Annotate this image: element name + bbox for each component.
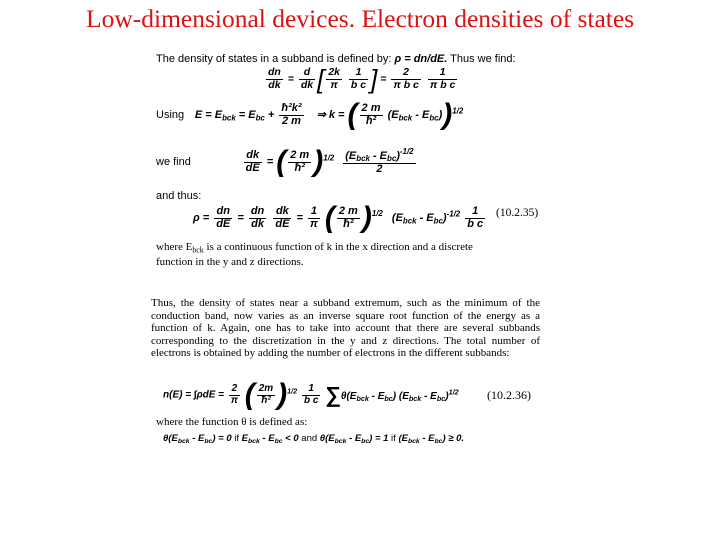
eq1-dk2: dk xyxy=(300,78,314,91)
eq1-pibc2: π b c xyxy=(429,78,456,91)
intro-line xyxy=(156,53,516,65)
eq1-one: 1 xyxy=(349,67,368,79)
wefind-equation: $\frac{dk}{dE}$ = ( $\frac{2 m}{\text{ħ²}}$ )$^{1/2}$ $\frac{(E_{bck} - E_{bc})^{-1/2}}{2}$ xyxy=(245,145,414,178)
eq1-one2: 1 xyxy=(428,67,458,79)
using-hk2: ħ²k² xyxy=(281,101,302,114)
andthus-label: and thus: xyxy=(156,190,202,202)
wefind-label: we find xyxy=(156,156,191,168)
where-ebck-line1: where $E_{bck}$ is a continuous function of k in the x direction and a discrete xyxy=(156,241,473,255)
eq1-pi: π xyxy=(330,78,338,91)
using-label: Using xyxy=(156,109,185,121)
paragraph-density-of-states: Thus, the density of states near a subband extremum, such as the minimum of the conduction band, now varies as an inverse square root function of the energy as a function of k. Again, one has to take into account that there are several subbands corresponding to the discretization in the y and z directions. The total number of electrons is obtained by adding the number of electrons in the different subbands: xyxy=(151,297,540,359)
intro-tail: Thus we find: xyxy=(450,53,516,65)
wefind-den: 2 xyxy=(376,163,383,176)
summation-symbol: ∑ xyxy=(325,382,341,407)
equation-dn-dk: $\frac{dn}{dk}$ = $\frac{d}{dk}$ [ $\frac{2k}{\pi}$ $\frac{1}{\text{b c}}$ ] = $\frac{2}{\text{π b c}}$ $\frac{1}{\text{π b c}}$ xyxy=(268,64,456,94)
eq1-equals2: = xyxy=(380,72,387,85)
wefind-dk: dk xyxy=(244,150,262,163)
where-theta-line: where the function θ is defined as: xyxy=(156,416,308,428)
eq1-2k: 2k xyxy=(328,66,340,79)
eq1-pibc: π b c xyxy=(393,78,419,91)
using-line xyxy=(156,100,463,130)
using-2m: 2 m xyxy=(281,114,301,127)
wefind-line xyxy=(156,147,418,177)
rho-dE: dE xyxy=(216,217,231,230)
eq1-bc: b c xyxy=(350,78,367,91)
using-energy: $E = E_{bck} = E_{bc}$ + $\frac{\text{ħ²k²}}{2 m}$ ⇒ k = ( $\frac{2 m}{\text{ħ²}}$ $(E_{bck} - E_{bc}))^{1/2}$ xyxy=(194,98,464,131)
wefind-2m: 2 m xyxy=(290,148,310,161)
using-2m-b: 2 m xyxy=(361,101,381,114)
intro-text: The density of states in a subband is defined by: xyxy=(156,53,392,65)
equation-10-2-35: ρ = $\frac{dn}{dE}$ = $\frac{dn}{dk}$ $\frac{dk}{dE}$ = $\frac{1}{\pi}$ ( $\frac{2 m}{\text{ħ²}}$ )$^{1/2}$ $(E_{bck} - E_{bc})^{-1/2}$ $\frac{1}{\text{b c}}$ xyxy=(193,201,484,234)
eq1-equals: = xyxy=(287,72,294,85)
equation-number-10-2-36: (10.2.36) xyxy=(487,388,531,402)
eq1-two: 2 xyxy=(391,67,421,79)
using-arrow: ⇒ k = xyxy=(316,108,345,121)
eq1-dn: dn xyxy=(268,66,281,79)
wefind-hbar2: ħ² xyxy=(294,161,305,174)
using-hbar2: ħ² xyxy=(365,114,377,127)
using-exp: 1/2 xyxy=(452,106,464,116)
equation-number-10-2-35: (10.2.35) xyxy=(496,207,539,219)
eq1-dk: dk xyxy=(268,78,281,91)
rho-dn: dn xyxy=(214,206,232,219)
eq1-d: d xyxy=(299,67,315,79)
equation-10-2-36: n(E) = ∫ρdE = $\frac{2}{\pi}$ ( $\frac{2m}{\text{ħ²}}$ )$^{1/2}$ $\frac{1}{\text{b c}}$ $\sum\theta(E_{bck} - E_{bc})$ $(E_{bck} - E_{bc})^{1/2}$ xyxy=(163,378,459,411)
where-ebck-line2: function in the y and z directions. xyxy=(156,256,304,268)
wefind-exp: 1/2 xyxy=(323,153,335,163)
theta-definition: $\theta(E_{bck} - E_{bc}) = 0$ if $E_{bck} - E_{bc} < 0$ and $\theta(E_{bck} - E_{bc}) = 1$ if $(E_{bck} - E_{bc}) \ge 0$. xyxy=(163,433,465,446)
slide-title: Low-dimensional devices. Electron densities of states xyxy=(86,4,635,33)
rho-definition: ρ = dn/dE. xyxy=(394,53,448,65)
wefind-dE: dE xyxy=(245,161,260,174)
